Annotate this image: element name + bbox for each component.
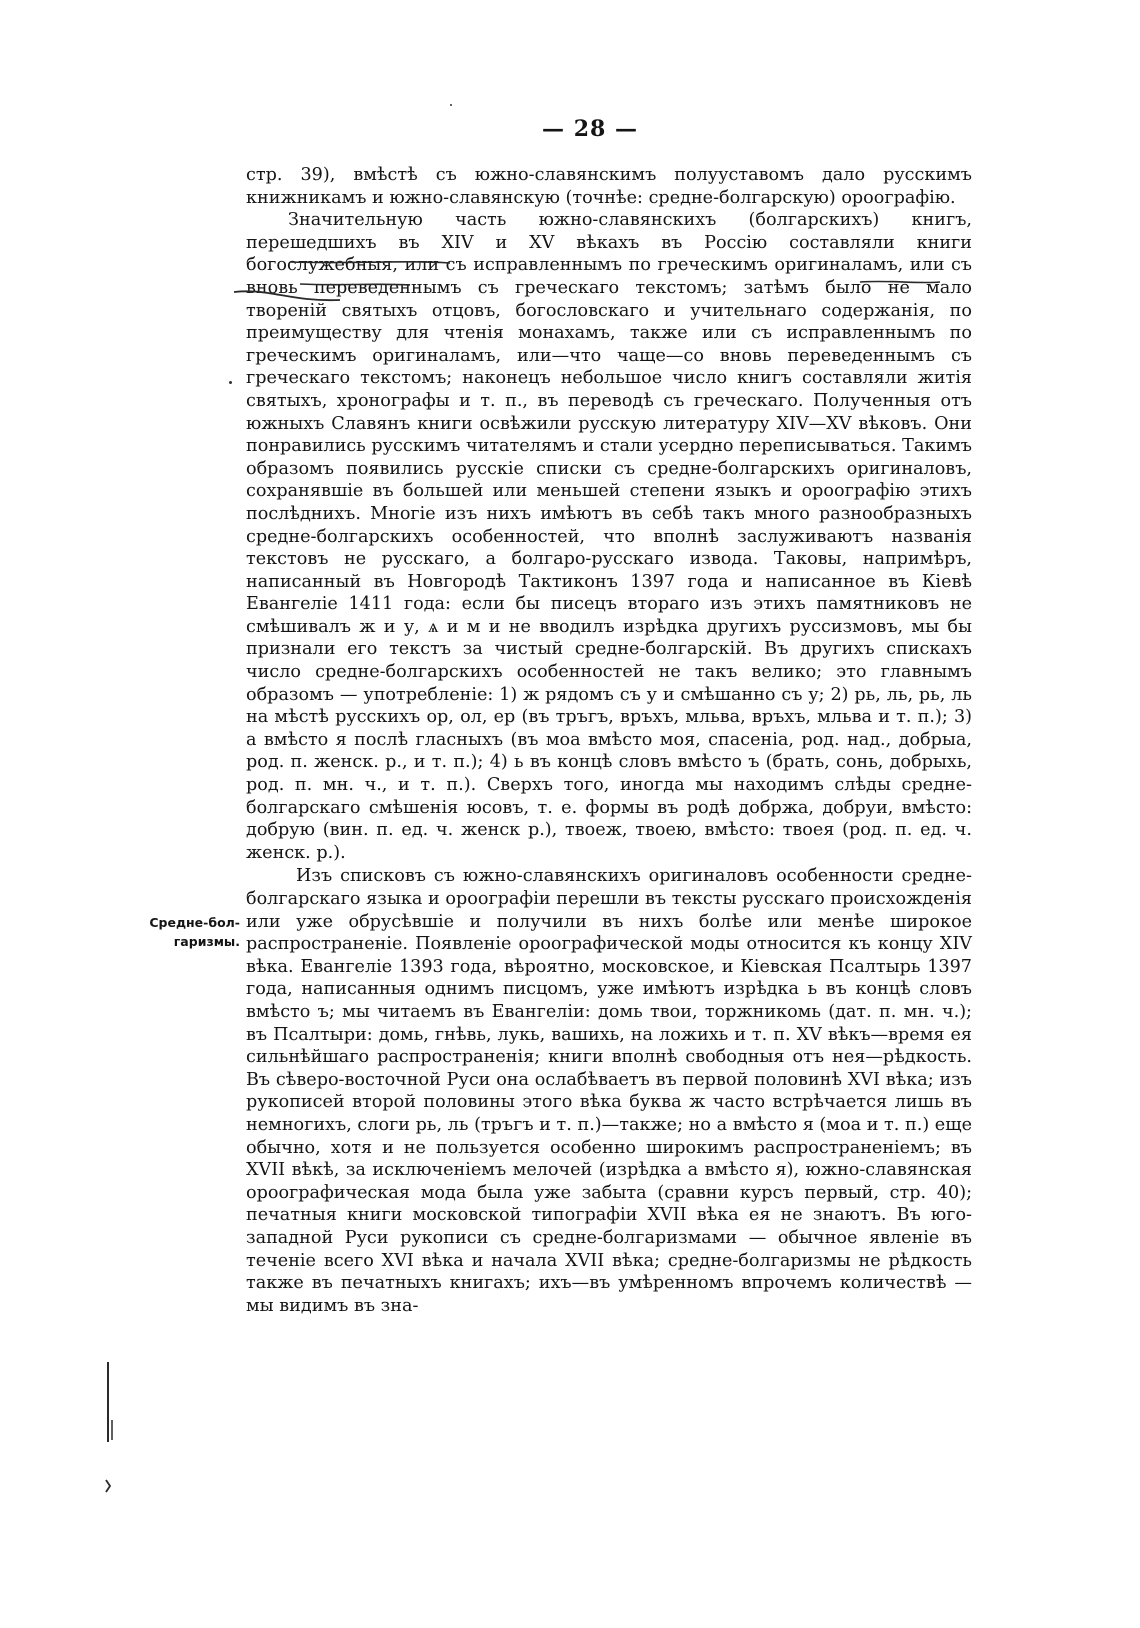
margin-note-line-1: Средне-бол- [149,915,240,930]
page-number: — 28 — [542,116,638,142]
paragraph-bulgarisms: Изъ списковъ съ южно-славянскихъ оригиналовъ особенности средне-болгарскаго языка и ороографіи перешли въ тексты русскаго происхожденія или уже обрусѣвшіе и получили въ нихъ болѣе или менѣе широкое распространеніе. Появленіе ороографической моды относится къ концу XIV вѣка. Евангеліе 1393 года, вѣроятно, московское, и Кіевская Псалтырь 1397 года, написанныя однимъ писцомъ, уже имѣютъ изрѣдка ь въ концѣ словъ вмѣсто ъ; мы читаемъ въ Евангеліи: домь твои, торжникомь (дат. п. мн. ч.); въ Псалтыри: домь, гнѣвь, лукь, вашихь, на ложихь и т. п. XV вѣкъ—время ея сильнѣйшаго распространенія; книги вполнѣ свободныя отъ нея—рѣдкость. Въ сѣверо-восточной Руси она ослабѣваетъ въ первой половинѣ XVI вѣка; изъ рукописей второй половины этого вѣка буква ж часто встрѣчается лишь въ немногихъ, слоги рь, ль (тръгъ и т. п.)—также; но а вмѣсто я (моа и т. п.) еще обычно, хотя и не пользуется особенно широкимъ распространеніемъ; въ XVII вѣкѣ, за исключеніемъ мелочей (изрѣдка а вмѣсто я), южно-славянская ороографическая мода была уже забыта (сравни курсъ первый, стр. 40); печатныя книги московской типографіи XVII вѣка ея не знаютъ. Въ юго-западной Руси рукописи съ средне-болгаризмами — обычное явленіе въ теченіе всего XVI вѣка и начала XVII вѣка; средне-болгаризмы не рѣдкость также въ печатныхъ книгахъ; ихъ—въ умѣренномъ впрочемъ количествѣ — мы видимъ въ зна- [246,866,972,1316]
margin-note [126,913,240,951]
body-text [246,164,972,1317]
paragraph-bulgarian-books: Значительную часть южно-славянскихъ (болгарскихъ) книгъ, перешедшихъ въ XIV и XV вѣкахъ въ Россію составляли книги богослужебныя, или съ исправленнымъ по греческимъ оригиналамъ, или съ вновь переведеннымъ съ греческаго текстомъ; затѣмъ было не мало твореній святыхъ отцовъ, богословскаго и учительнаго содержанія, по преимуществу для чтенія монахамъ, также или съ исправленнымъ по греческимъ оригиналамъ, или—что чаще—со вновь переведеннымъ съ греческаго текстомъ; наконецъ небольшое число книгъ составляли житія святыхъ, хронографы и т. п., въ переводѣ съ греческаго. Полученныя отъ южныхъ Славянъ книги освѣжили русскую литературу XIV—XV вѣковъ. Они понравились русскимъ читателямъ и стали усердно переписываться. Такимъ образомъ появились русскіе списки съ средне-болгарскихъ оригиналовъ, сохранявшіе въ большей или меньшей степени языкъ и ороографію этихъ послѣднихъ. Многіе изъ нихъ имѣютъ въ себѣ такъ много разнообразныхъ средне-болгарскихъ особенностей, что вполнѣ заслуживаютъ названія текстовъ не русскаго, а болгаро-русскаго извода. Таковы, напримѣръ, написанный въ Новгородѣ Тактиконъ 1397 года и написанное въ Кіевѣ Евангеліе 1411 года: если бы писецъ втораго изъ этихъ памятниковъ не смѣшивалъ ж и у, ѧ и м и не вводилъ изрѣдка другихъ руссизмовъ, мы бы признали его текстъ за чистый средне-болгарскій. Въ другихъ спискахъ число средне-болгарскихъ особенностей не такъ велико; это главнымъ образомъ — употребленіе: 1) ж рядомъ съ у и смѣшанно съ у; 2) рь, ль, рь, ль на мѣстѣ русскихъ ор, ол, ер (въ тръгъ, връхъ, мльва, връхъ, мльва и т. п.); 3) а вмѣсто я послѣ гласныхъ (въ моа вмѣсто моя, спасеніа, род. над., добрыа, род. п. женск. р., и т. п.); 4) ь въ концѣ словъ вмѣсто ъ (брать, сонь, добрыхь, род. п. мн. ч., и т. п.). Сверхъ того, иногда мы находимъ слѣды средне-болгарскаго смѣшенія юсовъ, т. е. формы въ родѣ добржа, добруи, вмѣсто: добрую (вин. п. ед. ч. женск р.), твоеж, твоею, вмѣсто: твоея (род. п. ед. ч. женск. р.). [246,210,972,863]
margin-note-line-2: гаризмы. [173,934,240,949]
paragraph-continuation: стр. 39), вмѣстѣ съ южно-славянскимъ полууставомъ дало русскимъ книжникамъ и южно-славянскую (точнѣе: средне-болгарскую) ороографію. [246,165,972,208]
top-dot-mark [450,104,452,106]
margin-dot-mark [229,381,232,384]
left-margin-pencil-mark [100,1360,130,1520]
